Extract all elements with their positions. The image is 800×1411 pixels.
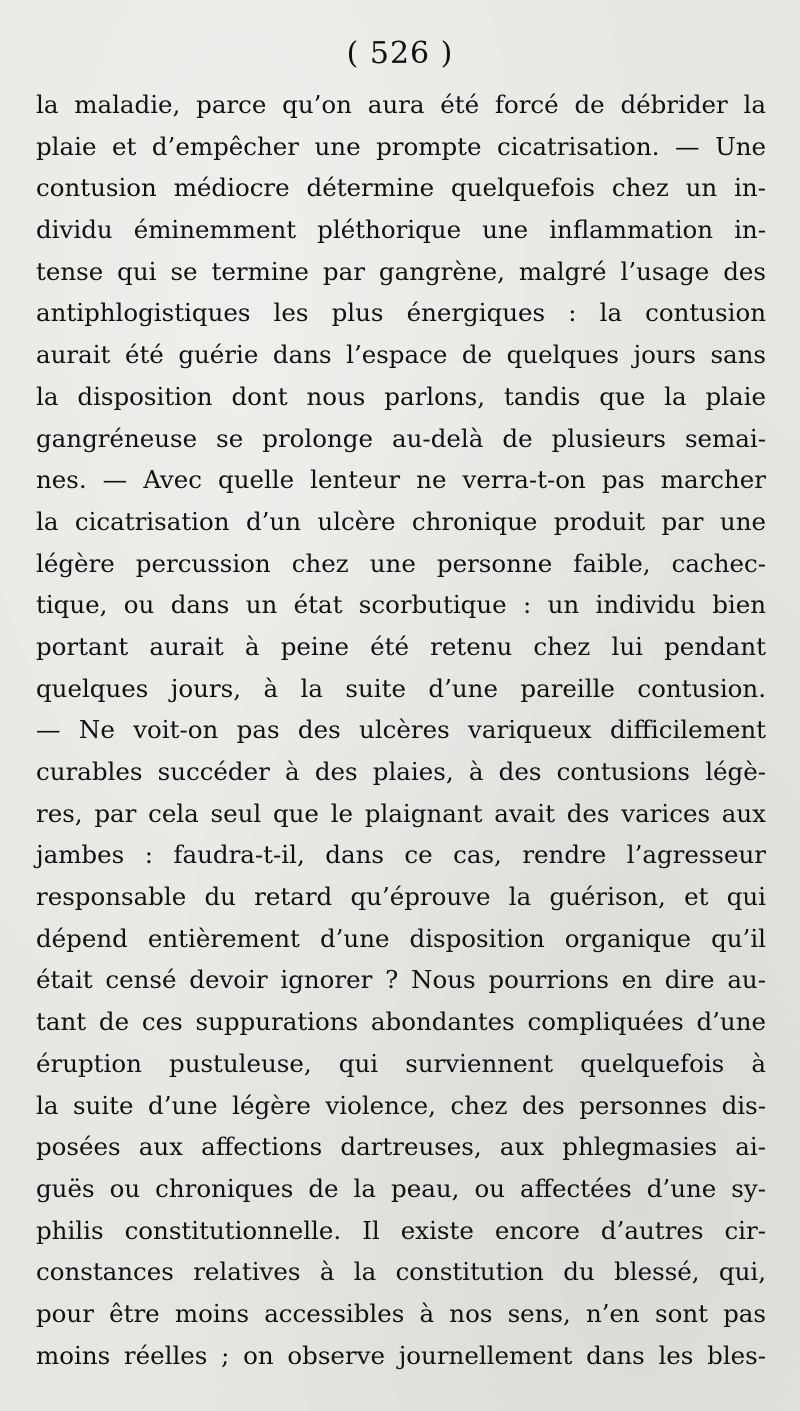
text-line: nes. — Avec quelle lenteur ne verra-t-on pas marcher [36,465,766,495]
text-line: res, par cela seul que le plaignant avait des varices aux [36,798,766,828]
text-line: la suite d’une légère violence, chez des personnes dis- [36,1090,766,1120]
text-line: la disposition dont nous parlons, tandis que la plaie [36,381,766,411]
text-line: quelques jours, à la suite d’une pareille contusion. [36,673,766,703]
text-line: pour être moins accessibles à nos sens, n’en sont pas [36,1298,766,1328]
text-line: tense qui se termine par gangrène, malgré l’usage des [36,256,766,286]
text-line: dividu éminemment pléthorique une inflammation in- [36,215,766,245]
page-number: ( 526 ) [346,36,454,71]
text-line: dépend entièrement d’une disposition organique qu’il [36,923,766,953]
text-line: portant aurait à peine été retenu chez lui pendant [36,631,766,661]
text-line: contusion médiocre détermine quelquefois chez un in- [36,173,766,203]
text-line: — Ne voit-on pas des ulcères variqueux difficilement [36,715,766,745]
text-line: était censé devoir ignorer ? Nous pourrions en dire au- [36,965,766,995]
text-line: éruption pustuleuse, qui surviennent quelquefois à [36,1048,766,1078]
text-line: guës ou chroniques de la peau, ou affectées d’une sy- [36,1173,766,1203]
text-line: philis constitutionnelle. Il existe encore d’autres cir- [36,1215,766,1245]
text-line: constances relatives à la constitution du blessé, qui, [36,1257,766,1287]
text-line: jambes : faudra-t-il, dans ce cas, rendre l’agresseur [36,840,766,870]
text-line: curables succéder à des plaies, à des contusions légè- [36,757,766,786]
text-line: tique, ou dans un état scorbutique : un individu bien [36,590,766,620]
text-line: posées aux affections dartreuses, aux phlegmasies ai- [36,1132,766,1162]
text-line: plaie et d’empêcher une prompte cicatrisation. — Une [36,131,766,161]
text-line: gangréneuse se prolonge au-delà de plusieurs semai- [36,423,766,453]
text-line: légère percussion chez une personne faible, cachec- [36,548,766,578]
body-text [36,84,766,1376]
text-line: moins réelles ; on observe journellement dans les bles- [36,1340,766,1370]
text-line: aurait été guérie dans l’espace de quelques jours sans [36,340,766,370]
text-line: antiphlogistiques les plus énergiques : la contusion [36,298,766,328]
text-line: responsable du retard qu’éprouve la guérison, et qui [36,882,766,912]
text-line: la maladie, parce qu’on aura été forcé de débrider la [36,90,766,119]
text-line: la cicatrisation d’un ulcère chronique produit par une [36,506,766,536]
text-line: tant de ces suppurations abondantes compliquées d’une [36,1007,766,1037]
